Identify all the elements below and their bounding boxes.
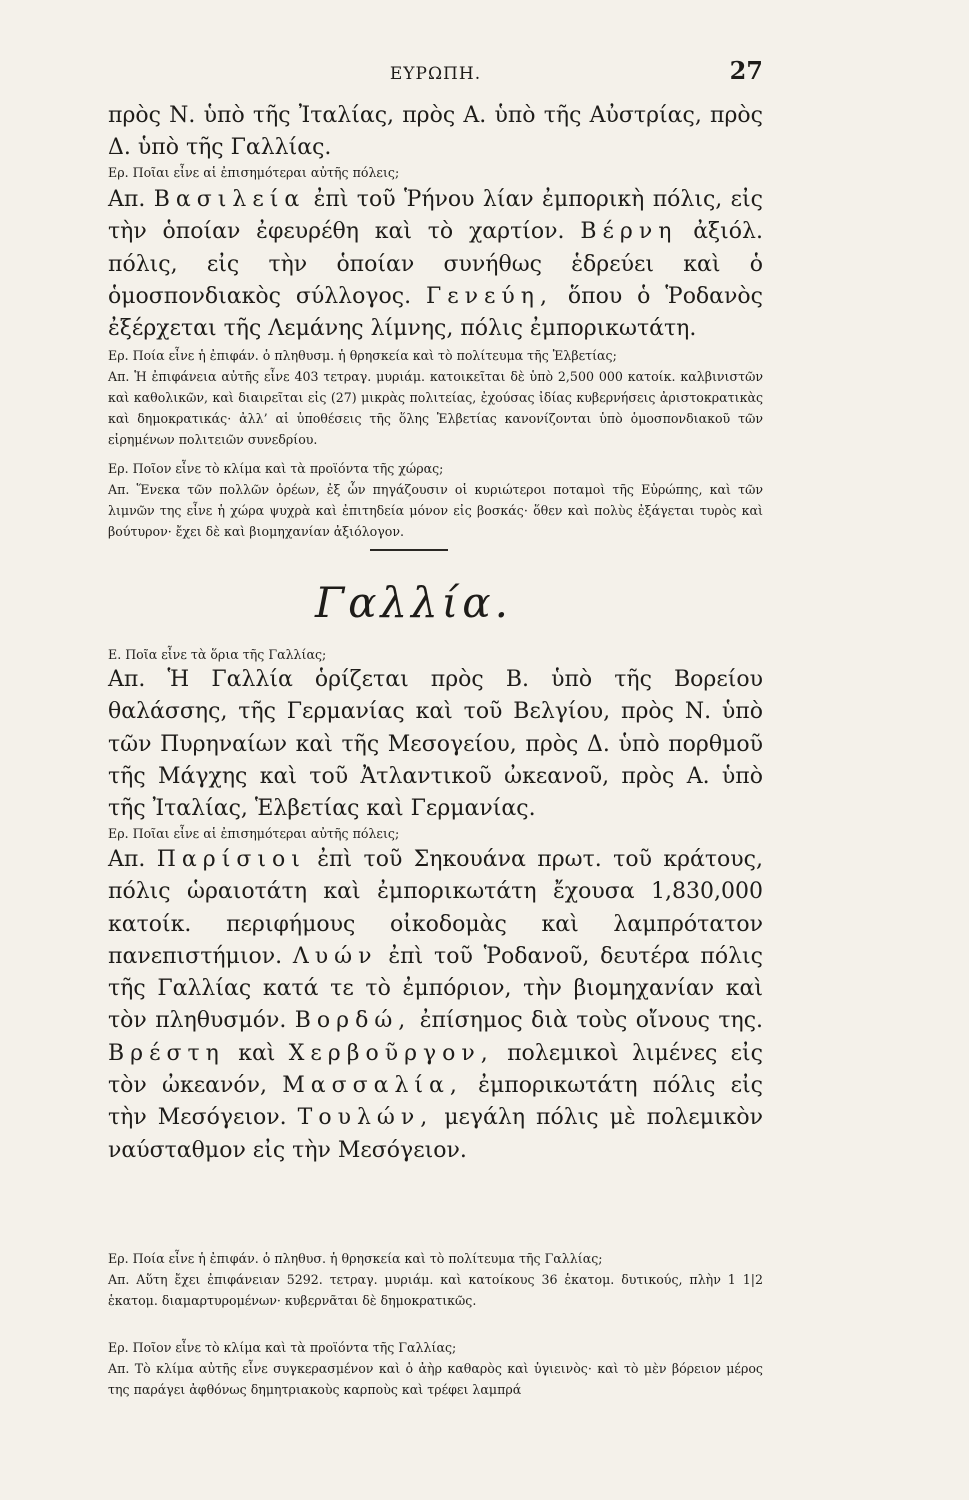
city-geneva: Γενεύη, (426, 283, 553, 309)
page-header (108, 52, 763, 92)
city-cherbourg: Χερβοῦργον, (288, 1040, 494, 1066)
france-cities-answer: Απ. Παρίσιοι ἐπὶ τοῦ Σηκουάνα πρωτ. τοῦ κράτους, πόλις ὡραιοτάτη καὶ ἐμπορικωτάτη ἔχουσα 1,830,000 κατοίκ. περιφήμους οἰκοδομὰς καὶ λαμπρότατον πανεπιστήμιον. Λυών ἐπὶ τοῦ Ῥοδανοῦ, δευτέρα πόλις τῆς Γαλλίας κατά τε τὸ ἐμπόριον, τὴν βιομηχανίαν καὶ τὸν πληθυσμόν. Βορδώ, ἐπίσημος διὰ τοὺς οἴνους της. Βρέστη καὶ Χερβοῦργον, πολεμικοὶ λιμένες εἰς τὸν ὠκεανόν, Μασσαλία, ἐμπορικωτάτη πόλις εἰς τὴν Μεσόγειον. Τουλών, μεγάλη πόλις μὲ πολεμικὸν ναύσταθμον εἰς τὴν Μεσόγειον. (108, 847, 764, 1163)
city-bern: Βέρνη (580, 219, 678, 245)
question: Ερ. Ποῖον εἶνε τὸ κλίμα καὶ τὰ προϊόντα τῆς χώρας; (108, 461, 444, 476)
france-area-qa (108, 1248, 763, 1311)
city-toulon: Τουλών, (297, 1105, 434, 1131)
france-climate-qa (108, 1337, 763, 1400)
answer: Απ. Τὸ κλίμα αὐτῆς εἶνε συγκερασμένον καὶ ὁ ἀὴρ καθαρὸς καὶ ὑγιεινὸς· καὶ τὸ μὲν βόρειον μέρος της παράγει ἀφθόνως δημητριακοὺς καρποὺς καὶ τρέφει λαμπρά (108, 1361, 763, 1397)
switzerland-climate-qa (108, 458, 763, 542)
france-borders-question: Ε. Ποῖα εἶνε τὰ ὅρια τῆς Γαλλίας; (108, 647, 327, 662)
question: Ερ. Ποία εἶνε ἡ ἐπιφάν. ὁ πληθυσ. ἡ θρησκεία καὶ τὸ πολίτευμα τῆς Γαλλίας; (108, 1251, 603, 1266)
city-lyon: Λυών (292, 943, 378, 969)
running-head: ΕΥΡΩΠΗ. (389, 64, 482, 84)
switzerland-borders-paragraph: πρὸς Ν. ὑπὸ τῆς Ἰταλίας, πρὸς Α. ὑπὸ τῆς Αὐστρίας, πρὸς Δ. ὑπὸ τῆς Γαλλίας. (108, 103, 763, 161)
city-paris: Παρίσιοι (156, 847, 306, 872)
section-title-france: Γαλλία. (315, 578, 512, 627)
city-brest: Βρέστη (108, 1040, 225, 1066)
question: Ερ. Ποία εἶνε ἡ ἐπιφάν. ὁ πληθυσμ. ἡ θρησκεία καὶ τὸ πολίτευμα τῆς Ἑλβετίας; (108, 348, 617, 363)
answer-label: Απ. (108, 847, 146, 872)
page-number: 27 (729, 56, 763, 85)
france-cities-question: Ερ. Ποῖαι εἶνε αἱ ἐπισημότεραι αὐτῆς πόλεις; (108, 826, 400, 841)
switzerland-cities-answer: Απ. Βασιλεία ἐπὶ τοῦ Ῥήνου λίαν ἐμπορικὴ πόλις, εἰς τὴν ὁποίαν ἐφευρέθη καὶ τὸ χαρτίον. Βέρνη ἀξιόλ. πόλις, εἰς τὴν ὁποίαν συνήθως ἑδρεύει καὶ ὁ ὁμοσπονδιακὸς σύλλογος. Γενεύη, ὅπου ὁ Ῥοδανὸς ἐξέρχεται τῆς Λεμάνης λίμνης, πόλις ἐμπορικωτάτη. (108, 187, 763, 342)
switzerland-area-qa (108, 345, 763, 450)
city-bordeaux: Βορδώ, (294, 1008, 412, 1034)
answer: Απ. Αὕτη ἔχει ἐπιφάνειαν 5292. τετραγ. μυριάμ. καὶ κατοίκους 36 ἑκατομ. δυτικούς, πλὴν 1 1|2 ἑκατομ. διαμαρτυρομένων· κυβερνᾶται δὲ δημοκρατικῶς. (108, 1272, 763, 1308)
city-marseille: Μασσαλία, (282, 1073, 463, 1099)
city-basel: Βασιλεία (153, 187, 306, 212)
switzerland-cities-question: Ερ. Ποῖαι εἶνε αἱ ἐπισημότεραι αὐτῆς πόλεις; (108, 165, 400, 180)
answer: Απ. Ἕνεκα τῶν πολλῶν ὀρέων, ἐξ ὧν πηγάζουσιν οἱ κυριώτεροι ποταμοὶ τῆς Εὐρώπης, καὶ τῶν λιμνῶν της εἶνε ἡ χώρα ψυχρὰ καὶ ἐπιτηδεία μόνον εἰς βοσκάς· ὅθεν καὶ πολὺς ἐξάγεται τυρὸς καὶ βούτυρον· ἔχει δὲ καὶ βιομηχανίαν ἀξιόλογον. (108, 482, 763, 539)
france-borders-answer: Απ. Ἡ Γαλλία ὁρίζεται πρὸς Β. ὑπὸ τῆς Βορείου θαλάσσης, τῆς Γερμανίας καὶ τοῦ Βελγίου, πρὸς Ν. ὑπὸ τῶν Πυρηναίων καὶ τῆς Μεσογείου, πρὸς Δ. ὑπὸ πορθμοῦ τῆς Μάγχης καὶ τοῦ Ἀτλαντικοῦ ὠκεανοῦ, πρὸς Α. ὑπὸ τῆς Ἰταλίας, Ἑλβετίας καὶ Γερμανίας. (108, 667, 763, 822)
answer-label: Απ. (108, 187, 146, 212)
question: Ερ. Ποῖον εἶνε τὸ κλίμα καὶ τὰ προϊόντα τῆς Γαλλίας; (108, 1340, 457, 1355)
section-divider (370, 549, 448, 551)
answer: Απ. Ἡ ἐπιφάνεια αὐτῆς εἶνε 403 τετραγ. μυριάμ. κατοικεῖται δὲ ὑπὸ 2,500 000 κατοίκ. καλβινιστῶν καὶ καθολικῶν, καὶ διαιρεῖται εἰς (27) μικρὰς πολιτείας, ἐχούσας ἰδίας κυβερνήσεις ἀριστοκρατικὰς καὶ δημοκρατικάς· ἀλλ’ αἱ ὑποθέσεις τῆς ὅλης Ἑλβετίας κανονίζονται ὑπὸ ὁμοσπονδιακοῦ τῶν εἰρημένων πολιτειῶν συνεδρίου. (108, 369, 763, 447)
